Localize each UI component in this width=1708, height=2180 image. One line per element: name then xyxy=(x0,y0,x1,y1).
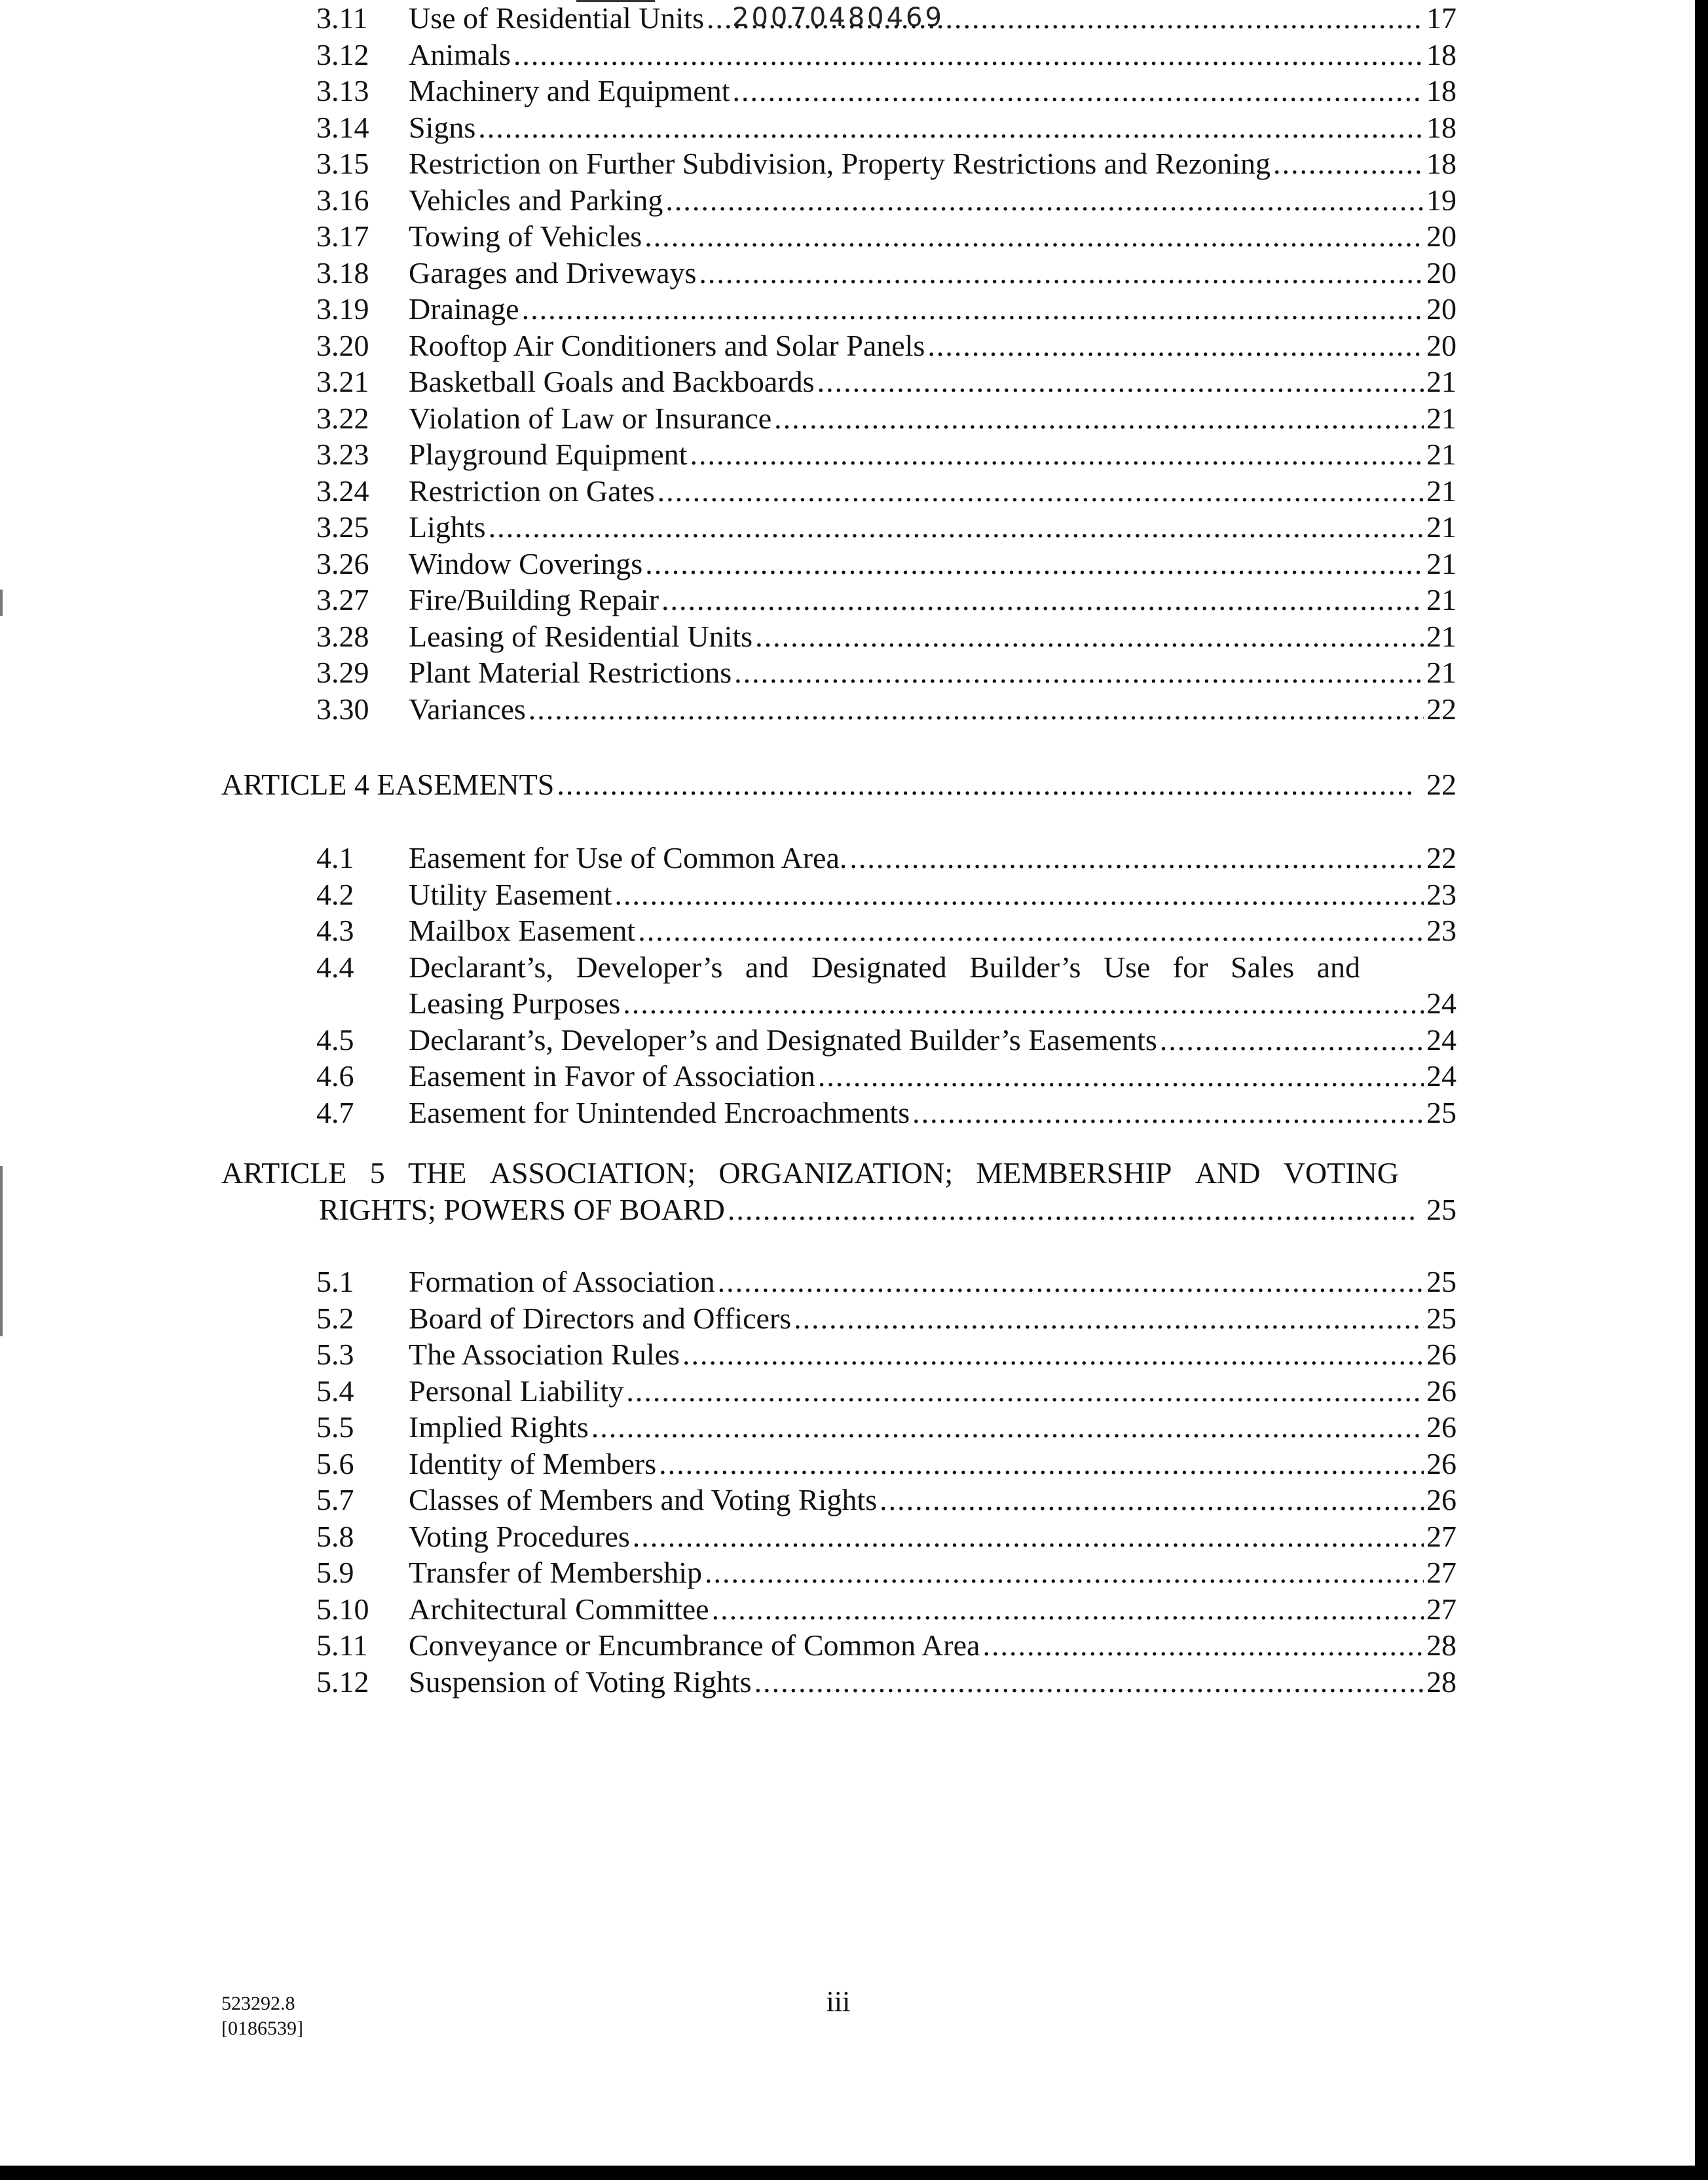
toc-entry-4-4-line1 xyxy=(409,949,1360,986)
dot-leader xyxy=(754,1664,1424,1701)
toc-entry[interactable] xyxy=(0,0,1708,37)
toc-entry-page: 26 xyxy=(1426,1374,1457,1408)
toc-entry-number: 3.25 xyxy=(316,510,369,544)
toc-entry[interactable] xyxy=(0,436,1708,473)
dot-leader xyxy=(658,473,1424,510)
toc-entry-title: Easement in Favor of Association xyxy=(409,1059,815,1093)
toc-entry-page: 22 xyxy=(1426,768,1457,801)
toc-entry-body xyxy=(409,1627,1457,1664)
dot-leader xyxy=(733,73,1424,109)
toc-entry-page: 21 xyxy=(1426,546,1457,580)
toc-entry-number: 3.13 xyxy=(316,74,369,107)
toc-entry-number: 3.30 xyxy=(316,692,369,726)
toc-entry-page: 22 xyxy=(1426,692,1457,726)
dot-leader xyxy=(1273,145,1424,182)
dot-leader xyxy=(638,912,1424,949)
toc-entry-page: 21 xyxy=(1426,583,1457,616)
toc-entry-page: 20 xyxy=(1426,255,1457,290)
toc-entry-number: 5.7 xyxy=(316,1483,354,1516)
toc-entry[interactable] xyxy=(0,691,1708,728)
dot-leader xyxy=(614,876,1424,913)
toc-entry-title: RIGHTS; POWERS OF BOARD xyxy=(319,1192,725,1226)
toc-entry-page: 27 xyxy=(1426,1592,1457,1626)
toc-entry-page: 18 xyxy=(1426,74,1457,107)
toc-entry-title: Fire/Building Repair xyxy=(409,583,659,616)
toc-entry-page: 27 xyxy=(1426,1519,1457,1553)
dot-leader xyxy=(661,582,1424,618)
toc-entry[interactable] xyxy=(0,1482,1708,1518)
toc-entry-number: 4.2 xyxy=(316,877,354,911)
toc-entry-number: 5.4 xyxy=(316,1374,354,1408)
dot-leader xyxy=(513,37,1424,73)
toc-entry-body xyxy=(409,182,1457,219)
page-number: iii xyxy=(826,1985,851,2018)
toc-entry-number: 5.5 xyxy=(316,1410,354,1444)
toc-entry-body xyxy=(409,436,1457,473)
toc-entry-number: 3.29 xyxy=(316,656,369,689)
toc-entry-title: Machinery and Equipment xyxy=(409,74,730,107)
toc-entry-number: 4.5 xyxy=(316,1023,354,1057)
toc-entry-title: Board of Directors and Officers xyxy=(409,1301,792,1335)
toc-entry-title: Vehicles and Parking xyxy=(409,183,663,217)
dot-leader xyxy=(623,985,1424,1022)
document-number: 20070480469 xyxy=(732,3,944,33)
toc-entry-body xyxy=(409,1264,1457,1300)
toc-entry-number: 5.6 xyxy=(316,1446,354,1480)
dot-leader xyxy=(712,1591,1424,1628)
toc-entry-title: Lights xyxy=(409,510,486,544)
toc-entry[interactable] xyxy=(0,1627,1708,1664)
footer-matter-id: [0186539] xyxy=(221,2018,303,2039)
toc-entry[interactable] xyxy=(0,400,1708,437)
toc-entry-title: Signs xyxy=(409,110,476,144)
dot-leader xyxy=(817,364,1424,400)
toc-entry[interactable] xyxy=(0,912,1708,949)
footer-doc-id: 523292.8 xyxy=(221,1993,295,2014)
toc-entry-body xyxy=(409,691,1457,728)
toc-entry-page: 25 xyxy=(1426,1301,1457,1335)
toc-entry[interactable] xyxy=(0,255,1708,291)
toc-entry-page: 24 xyxy=(1426,987,1457,1020)
toc-entry-title: Leasing of Residential Units xyxy=(409,619,753,653)
toc-entry-page: 25 xyxy=(1426,1265,1457,1298)
toc-entry-number: 5.12 xyxy=(316,1664,369,1699)
toc-entry-title: Voting Procedures xyxy=(409,1519,630,1553)
toc-entry-title: ARTICLE 4 EASEMENTS xyxy=(221,768,555,801)
toc-entry-page: 20 xyxy=(1426,219,1457,253)
dot-leader xyxy=(849,840,1424,876)
toc-entry-title: Restriction on Further Subdivision, Property Restrictions and Rezoning xyxy=(409,147,1271,180)
toc-entry[interactable] xyxy=(0,145,1708,182)
toc-entry-number: 5.3 xyxy=(316,1338,354,1371)
toc-entry-page: 26 xyxy=(1426,1483,1457,1516)
toc-entry-title: Easement for Unintended Encroachments xyxy=(409,1095,910,1129)
toc-entry[interactable] xyxy=(0,109,1708,146)
toc-entry-title: Playground Equipment xyxy=(409,438,688,471)
dot-leader xyxy=(557,766,1415,803)
heading-word: MEMBERSHIP xyxy=(976,1156,1172,1190)
toc-entry-title: Towing of Vehicles xyxy=(409,219,642,253)
toc-entry-title: Architectural Committee xyxy=(409,1592,709,1626)
dot-leader xyxy=(982,1627,1424,1664)
toc-entry-page: 21 xyxy=(1426,656,1457,689)
toc-entry-title: Rooftop Air Conditioners and Solar Panels xyxy=(409,328,925,362)
toc-entry-page: 19 xyxy=(1426,183,1457,217)
heading-word: Designated xyxy=(811,950,947,984)
toc-entry-body xyxy=(221,766,1457,803)
toc-entry-number: 3.16 xyxy=(316,183,369,217)
toc-entry-body xyxy=(409,0,1457,37)
toc-entry-body xyxy=(409,1446,1457,1482)
dot-leader xyxy=(728,1192,1415,1228)
toc-entry-body xyxy=(409,1300,1457,1337)
toc-entry-page: 21 xyxy=(1426,401,1457,435)
dot-leader xyxy=(529,691,1424,728)
toc-entry-number: 3.27 xyxy=(316,583,369,616)
toc-entry[interactable] xyxy=(0,1554,1708,1591)
toc-entry-page: 26 xyxy=(1426,1446,1457,1480)
toc-entry-title: Drainage xyxy=(409,292,519,326)
toc-entry-body xyxy=(409,73,1457,109)
toc-entry-page: 22 xyxy=(1426,841,1457,874)
toc-entry[interactable] xyxy=(0,1518,1708,1555)
toc-entry[interactable] xyxy=(0,37,1708,73)
toc-entry-page: 18 xyxy=(1426,147,1457,180)
toc-entry-body xyxy=(409,400,1457,437)
dot-leader xyxy=(478,109,1424,146)
toc-entry-title: Leasing Purposes xyxy=(409,987,621,1020)
dot-leader xyxy=(489,509,1424,546)
toc-entry-title: Suspension of Voting Rights xyxy=(409,1664,752,1699)
toc-entry-number: 3.11 xyxy=(316,1,368,35)
toc-entry-title: Animals xyxy=(409,37,511,71)
toc-entry-page: 23 xyxy=(1426,914,1457,947)
article-5-heading[interactable] xyxy=(0,1192,1708,1228)
toc-entry-body xyxy=(409,37,1457,73)
heading-word: ASSOCIATION; xyxy=(489,1156,696,1190)
toc-entry-body xyxy=(409,1022,1457,1059)
heading-word: and xyxy=(1316,950,1360,984)
toc-entry-title: Transfer of Membership xyxy=(409,1556,703,1589)
toc-entry-body xyxy=(409,109,1457,146)
toc-entry-number: 5.9 xyxy=(316,1556,354,1589)
toc-entry-number: 4.1 xyxy=(316,841,354,874)
toc-entry[interactable] xyxy=(0,876,1708,913)
toc-entry-number: 4.6 xyxy=(316,1059,354,1093)
heading-word: Sales xyxy=(1231,950,1295,984)
heading-word: ARTICLE xyxy=(221,1156,347,1190)
dot-leader xyxy=(591,1409,1424,1446)
dot-leader xyxy=(707,0,1424,37)
heading-word: Use xyxy=(1103,950,1151,984)
toc-entry-body xyxy=(409,328,1457,364)
toc-entry-body xyxy=(409,1058,1457,1095)
toc-entry-4-4[interactable] xyxy=(0,985,1708,1022)
toc-entry-number: 3.18 xyxy=(316,255,369,290)
dot-leader xyxy=(705,1554,1424,1591)
toc-entry-number: 3.21 xyxy=(316,365,369,398)
toc-entry-body xyxy=(409,1554,1457,1591)
toc-entry-title: Restriction on Gates xyxy=(409,474,655,508)
toc-entry-number: 4.7 xyxy=(316,1095,354,1129)
heading-word: for xyxy=(1172,950,1208,984)
toc-entry-number: 4.4 xyxy=(316,950,354,984)
heading-word: ORGANIZATION; xyxy=(718,1156,954,1190)
toc-entry-body xyxy=(409,255,1457,291)
article-4-heading[interactable] xyxy=(0,766,1708,803)
toc-entry-page: 26 xyxy=(1426,1410,1457,1444)
heading-word: 5 xyxy=(369,1156,385,1190)
toc-entry-number: 3.28 xyxy=(316,619,369,653)
toc-entry-body xyxy=(409,582,1457,618)
toc-entry-title: Personal Liability xyxy=(409,1374,624,1408)
toc-entry[interactable] xyxy=(0,218,1708,255)
toc-entry-number: 3.22 xyxy=(316,401,369,435)
dot-leader xyxy=(682,1336,1424,1373)
dot-leader xyxy=(522,291,1424,328)
heading-word: Declarant’s, xyxy=(409,950,553,984)
toc-entry[interactable] xyxy=(0,364,1708,400)
toc-entry-page: 26 xyxy=(1426,1338,1457,1371)
toc-entry[interactable] xyxy=(0,328,1708,364)
dot-leader xyxy=(718,1264,1424,1300)
toc-entry-title: Plant Material Restrictions xyxy=(409,656,732,689)
dot-leader xyxy=(1160,1022,1424,1059)
toc-entry-page: 28 xyxy=(1426,1628,1457,1662)
heading-word: THE xyxy=(408,1156,467,1190)
toc-entry-body xyxy=(409,546,1457,582)
heading-word: AND xyxy=(1195,1156,1261,1190)
toc-entry-title: Declarant’s, Developer’s and Designated Builder’s Easements xyxy=(409,1023,1157,1057)
toc-entry-body xyxy=(409,985,1457,1022)
toc-entry-number: 3.20 xyxy=(316,328,369,362)
toc-entry-title: Violation of Law or Insurance xyxy=(409,401,772,435)
toc-entry-body xyxy=(409,1373,1457,1410)
toc-entry-title: Window Coverings xyxy=(409,546,643,580)
toc-entry-number: 3.15 xyxy=(316,147,369,180)
toc-entry-title: Conveyance or Encumbrance of Common Area xyxy=(409,1628,980,1662)
dot-leader xyxy=(734,654,1424,691)
toc-entry-page: 24 xyxy=(1426,1059,1457,1093)
toc-entry-number: 3.14 xyxy=(316,110,369,144)
heading-word: Developer’s xyxy=(576,950,723,984)
toc-entry-title: Easement for Use of Common Area. xyxy=(409,841,847,874)
toc-entry-body xyxy=(409,840,1457,876)
toc-entry-page: 23 xyxy=(1426,877,1457,911)
toc-entry[interactable] xyxy=(0,1373,1708,1410)
toc-entry-title: Garages and Driveways xyxy=(409,255,697,290)
toc-entry-number: 3.17 xyxy=(316,219,369,253)
toc-entry-page: 25 xyxy=(1426,1192,1457,1226)
toc-entry-number: 5.11 xyxy=(316,1628,368,1662)
toc-entry[interactable] xyxy=(0,1591,1708,1628)
toc-entry-page: 21 xyxy=(1426,474,1457,508)
toc-entry[interactable] xyxy=(0,1300,1708,1337)
toc-entry[interactable] xyxy=(0,1446,1708,1482)
toc-entry[interactable] xyxy=(0,182,1708,219)
toc-entry-number: 3.12 xyxy=(316,37,369,71)
toc-entry-number: 3.19 xyxy=(316,292,369,326)
toc-entry-body xyxy=(409,1409,1457,1446)
dot-leader xyxy=(665,182,1424,219)
dot-leader xyxy=(927,328,1424,364)
toc-entry-page: 18 xyxy=(1426,110,1457,144)
toc-entry[interactable] xyxy=(0,546,1708,582)
toc-entry[interactable] xyxy=(0,73,1708,109)
toc-entry-body xyxy=(409,618,1457,655)
dot-leader xyxy=(644,218,1424,255)
heading-word: and xyxy=(745,950,789,984)
toc-entry-body xyxy=(409,145,1457,182)
dot-leader xyxy=(659,1446,1424,1482)
toc-entry-number: 3.24 xyxy=(316,474,369,508)
toc-entry-title: Identity of Members xyxy=(409,1446,657,1480)
dot-leader xyxy=(912,1095,1424,1131)
dot-leader xyxy=(794,1300,1424,1337)
toc-entry[interactable] xyxy=(0,509,1708,546)
toc-entry-title: Use of Residential Units xyxy=(409,1,704,35)
toc-entry-number: 3.23 xyxy=(316,438,369,471)
dot-leader xyxy=(880,1482,1424,1518)
toc-entry-body xyxy=(409,291,1457,328)
scan-border-bottom xyxy=(0,2166,1708,2180)
toc-entry-body xyxy=(409,1095,1457,1131)
toc-entry[interactable] xyxy=(0,618,1708,655)
toc-entry-title: Formation of Association xyxy=(409,1265,715,1298)
toc-entry-number: 5.8 xyxy=(316,1519,354,1553)
toc-entry[interactable] xyxy=(0,654,1708,691)
toc-entry-page: 21 xyxy=(1426,438,1457,471)
toc-entry[interactable] xyxy=(0,1022,1708,1059)
dot-leader xyxy=(774,400,1424,437)
dot-leader xyxy=(699,255,1424,291)
toc-entry-page: 17 xyxy=(1426,1,1457,35)
toc-entry-body xyxy=(409,1518,1457,1555)
toc-entry-page: 18 xyxy=(1426,37,1457,71)
toc-entry-body xyxy=(409,218,1457,255)
toc-entry-number: 5.2 xyxy=(316,1301,354,1335)
heading-word: Builder’s xyxy=(969,950,1081,984)
toc-entry[interactable] xyxy=(0,1058,1708,1095)
toc-entry-number: 5.10 xyxy=(316,1592,369,1626)
toc-entry-page: 24 xyxy=(1426,1023,1457,1057)
toc-entry-body xyxy=(409,1336,1457,1373)
toc-entry[interactable] xyxy=(0,1409,1708,1446)
toc-entry[interactable] xyxy=(0,291,1708,328)
toc-entry-title: The Association Rules xyxy=(409,1338,680,1371)
heading-word: VOTING xyxy=(1283,1156,1399,1190)
dot-leader xyxy=(755,618,1424,655)
toc-entry-body xyxy=(409,364,1457,400)
toc-entry-title: Mailbox Easement xyxy=(409,914,636,947)
dot-leader xyxy=(633,1518,1424,1555)
toc-entry-page: 27 xyxy=(1426,1556,1457,1589)
toc-entry-body xyxy=(409,912,1457,949)
dot-leader xyxy=(645,546,1424,582)
toc-entry-page: 28 xyxy=(1426,1664,1457,1699)
toc-entry-page: 21 xyxy=(1426,619,1457,653)
toc-entry-body xyxy=(409,876,1457,913)
toc-entry[interactable] xyxy=(0,1095,1708,1131)
toc-entry-body xyxy=(409,509,1457,546)
toc-entry-number: 4.3 xyxy=(316,914,354,947)
toc-entry-body xyxy=(409,1664,1457,1701)
toc-entry-page: 21 xyxy=(1426,365,1457,398)
toc-entry-body xyxy=(409,654,1457,691)
toc-entry-page: 21 xyxy=(1426,510,1457,544)
toc-entry-title: Basketball Goals and Backboards xyxy=(409,365,815,398)
toc-entry-title: Variances xyxy=(409,692,526,726)
toc-entry-number: 3.26 xyxy=(316,546,369,580)
toc-entry-title: Classes of Members and Voting Rights xyxy=(409,1483,878,1516)
dot-leader xyxy=(626,1373,1424,1410)
toc-entry-body xyxy=(409,1482,1457,1518)
toc-entry-title: Utility Easement xyxy=(409,877,612,911)
dot-leader xyxy=(690,436,1424,473)
toc-entry[interactable] xyxy=(0,840,1708,876)
dot-leader xyxy=(818,1058,1424,1095)
toc-entry-page: 25 xyxy=(1426,1095,1457,1129)
toc-entry[interactable] xyxy=(0,1336,1708,1373)
article-5-heading-line1 xyxy=(221,1155,1399,1192)
toc-entry-body xyxy=(319,1192,1457,1228)
toc-entry-page: 20 xyxy=(1426,328,1457,362)
toc-entry-title: Implied Rights xyxy=(409,1410,589,1444)
toc-entry[interactable] xyxy=(0,473,1708,510)
toc-entry-page: 20 xyxy=(1426,292,1457,326)
toc-entry[interactable] xyxy=(0,1664,1708,1701)
toc-entry[interactable] xyxy=(0,582,1708,618)
toc-entry-body xyxy=(409,1591,1457,1628)
toc-entry[interactable] xyxy=(0,1264,1708,1300)
toc-entry-number: 5.1 xyxy=(316,1265,354,1298)
toc-entry-body xyxy=(409,473,1457,510)
